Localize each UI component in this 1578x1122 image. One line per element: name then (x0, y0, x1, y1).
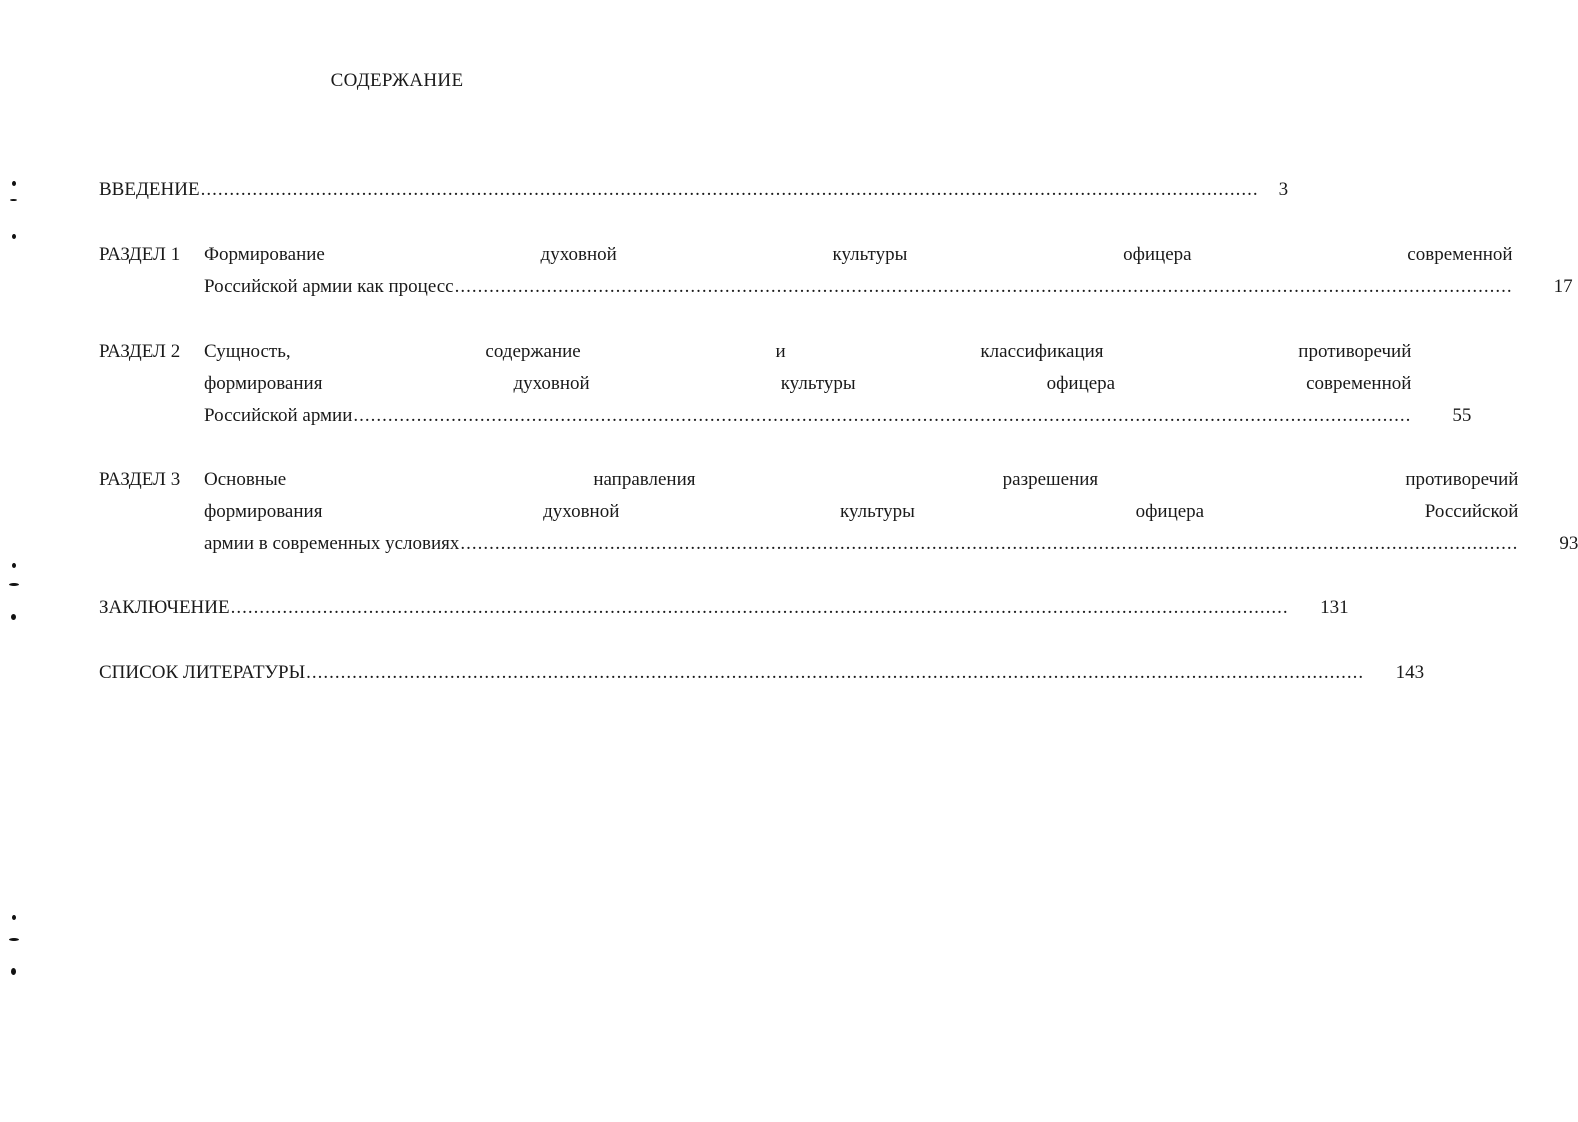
toc-page-number: 93 (1559, 533, 1578, 554)
dot-leader (460, 528, 1518, 560)
toc-page-number: 55 (1452, 405, 1472, 426)
dot-leader (201, 174, 1259, 206)
toc-section-label: РАЗДЕЛ 1 (99, 244, 181, 265)
toc-page-number: 143 (1395, 662, 1425, 683)
dot-leader (455, 271, 1513, 303)
page-title: СОДЕРЖАНИЕ (330, 70, 464, 91)
toc-page-number: 17 (1553, 276, 1573, 297)
dot-leader (353, 400, 1411, 432)
scan-speck (12, 234, 16, 239)
toc-entry-text: СПИСОК ЛИТЕРАТУРЫ (99, 662, 306, 683)
toc-section-label: РАЗДЕЛ 3 (99, 469, 181, 490)
toc-entry-text-line: Сущность, содержание и классификация противоречий (204, 341, 1412, 362)
scan-speck (12, 181, 16, 186)
toc-entry-text: ЗАКЛЮЧЕНИЕ (99, 597, 230, 618)
toc-entry-section-3[interactable] (99, 464, 1578, 560)
scan-speck (9, 583, 19, 586)
toc-entry-text-line: Российской армии как процесс (204, 276, 454, 297)
toc-section-label: РАЗДЕЛ 2 (99, 341, 181, 362)
toc-entry-section-1[interactable] (99, 239, 1573, 303)
toc-entry-text-line: Основные направления разрешения противоречий (204, 469, 1519, 490)
scan-speck (11, 968, 16, 975)
toc-entry-conclusion[interactable] (99, 592, 1349, 624)
scan-speck (12, 915, 16, 920)
toc-page-number: 3 (1278, 179, 1289, 200)
toc-entry-text-line: формирования духовной культуры офицера Российской (204, 501, 1519, 522)
toc-entry-introduction[interactable] (99, 174, 1289, 206)
dot-leader (231, 592, 1289, 624)
scan-speck (12, 563, 16, 568)
toc-entry-text-line: формирования духовной культуры офицера современной (204, 373, 1412, 394)
toc-entry-text-line: Формирование духовной культуры офицера современной (204, 244, 1513, 265)
toc-entry-text-line: Российской армии (204, 405, 353, 426)
toc-entry-section-2[interactable] (99, 336, 1472, 432)
dot-leader (306, 657, 1364, 689)
scan-speck (9, 938, 19, 941)
scan-speck (10, 199, 17, 201)
toc-entry-text: ВВЕДЕНИЕ (99, 179, 200, 200)
toc-entry-text-line: армии в современных условиях (204, 533, 460, 554)
toc-entry-bibliography[interactable] (99, 657, 1425, 689)
scan-speck (11, 614, 16, 620)
toc-page-number: 131 (1320, 597, 1349, 618)
